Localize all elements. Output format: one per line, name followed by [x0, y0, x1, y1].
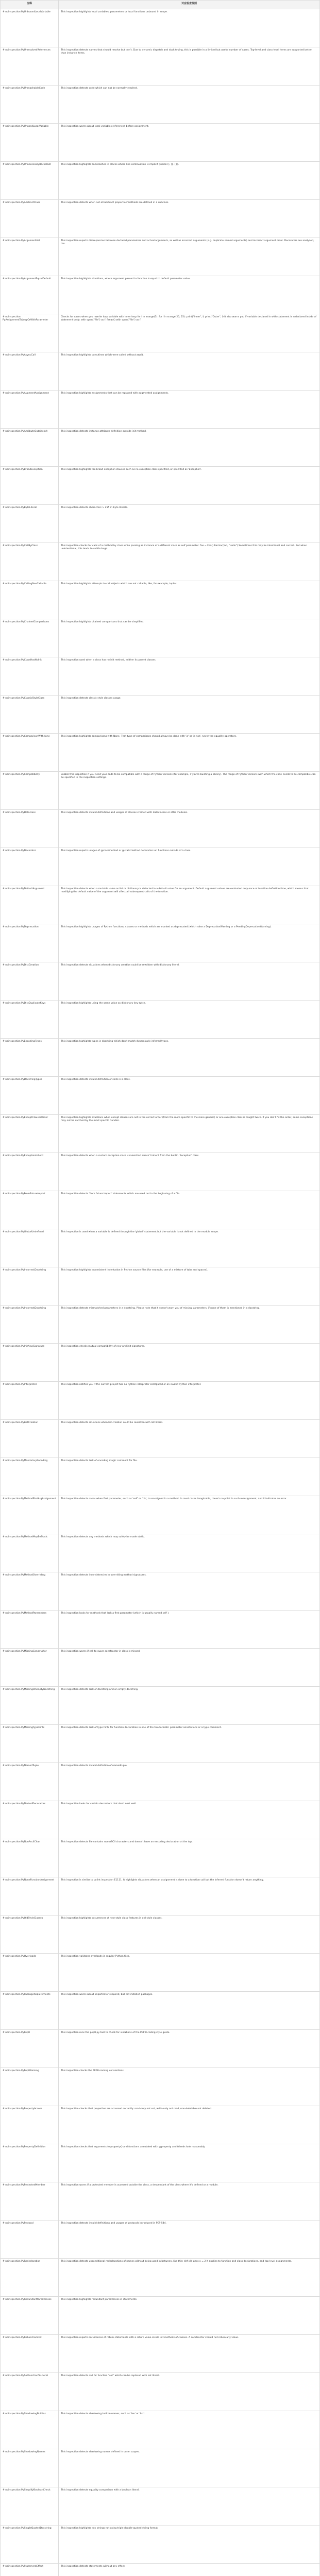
inspection-comment-cell: # noinspection PyAbstractClass	[1, 200, 59, 238]
inspection-description-cell: This inspection detects instance attribute definition outside init method.	[59, 429, 320, 467]
inspection-comment-cell: # noinspection PyShadowingBuiltins	[1, 2411, 59, 2449]
inspection-comment-cell: # noinspection PyOldStyleClasses	[1, 1916, 59, 1954]
inspection-comment-cell: # noinspection PyShadowingNames	[1, 2449, 59, 2487]
table-row	[1, 1115, 320, 1153]
table-row	[1, 2487, 320, 2526]
inspection-description-cell: This inspection detects any methods which may safely be made static.	[59, 1534, 320, 1572]
table-row	[1, 657, 320, 696]
table-row	[1, 1077, 320, 1115]
inspection-comment-cell: # noinspection PyListCreation	[1, 1420, 59, 1458]
table-row	[1, 1877, 320, 1916]
table-row	[1, 619, 320, 657]
column-header-rule: 对应检查规则	[59, 1, 320, 9]
table-body	[1, 9, 320, 2576]
inspection-description-cell: This inspection detects lack of docstring and an empty docstring.	[59, 1687, 320, 1725]
table-row	[1, 505, 320, 543]
table-row	[1, 2068, 320, 2106]
inspection-comment-cell: # noinspection PyClassicStyleClass	[1, 696, 59, 734]
table-row	[1, 2449, 320, 2487]
table-row	[1, 1191, 320, 1229]
inspection-description-cell: This inspection checks mutual compatibility of new and init signatures.	[59, 1344, 320, 1382]
inspection-comment-cell: # noinspection PyPep8	[1, 2030, 59, 2068]
inspection-description-cell: This inspection notifies you if the current project has no Python interpreter configured or an invalid Python interpreter.	[59, 1382, 320, 1420]
table-row	[1, 2526, 320, 2564]
inspection-description-cell: This inspection highlights using the same value as dictionary key twice.	[59, 1001, 320, 1039]
inspection-description-cell: This inspection highlights comparisons with None. That type of comparisons should always be done with 'is' or 'is not', never the equality operators.	[59, 734, 320, 772]
inspection-description-cell: This inspection highlights chained comparisons that can be simplified.	[59, 619, 320, 657]
table-row	[1, 47, 320, 86]
table-row	[1, 696, 320, 734]
table-row	[1, 1801, 320, 1839]
table-row	[1, 1229, 320, 1267]
inspection-description-cell: This inspection reports usages of @classmethod or @staticmethod decorators on functions outside of a class.	[59, 848, 320, 886]
inspection-comment-cell: # noinspection PyArgumentEqualDefault	[1, 276, 59, 314]
inspection-description-cell: This inspection warns if call to super constructor in class is missed.	[59, 1649, 320, 1687]
inspection-description-cell: This inspection detects names that should resolve but don't. Due to dynamic dispatch and duck typing, this is possible in a limited but useful number of cases. Top-level and class-level items are supported better than instance items.	[59, 47, 320, 86]
inspection-description-cell: This inspection highlights coroutines which were called without await.	[59, 352, 320, 391]
inspection-description-cell: This inspection highlights redundant parentheses in statements.	[59, 2297, 320, 2335]
inspection-comment-cell: # noinspection PyMethodParameters	[1, 1611, 59, 1649]
table-row	[1, 1916, 320, 1954]
inspection-comment-cell: # noinspection PyDeprecation	[1, 924, 59, 962]
table-row	[1, 543, 320, 581]
inspection-description-cell: This inspection looks for methods that lack a first parameter (which is usually named self ).	[59, 1611, 320, 1649]
inspection-comment-cell: # noinspection PyAssignmentToLoopOrWithParameter	[1, 314, 59, 352]
table-row	[1, 1725, 320, 1763]
inspection-comment-cell: # noinspection PyRedundantParentheses	[1, 2297, 59, 2335]
table-row	[1, 2030, 320, 2068]
inspection-comment-cell: # noinspection PyCallByClass	[1, 543, 59, 581]
inspection-description-cell: This inspection detects equality comparison with a boolean literal.	[59, 2487, 320, 2526]
inspection-description-cell: This inspection detects invalid definitions and usages of protocols introduced in PEP-544.	[59, 2221, 320, 2259]
inspection-description-cell: This inspection checks the PEP8 naming conventions.	[59, 2068, 320, 2106]
inspection-description-cell: This inspection highlights too broad exception clauses such as no exception class specified, or specified as 'Exception'.	[59, 467, 320, 505]
inspection-description-cell: This inspection highlights situations when except clauses are not in the correct order (from the more specific to the more generic) or one exception class is caught twice. If you don't fix the order, some exceptions may not be catched by the most specific handler.	[59, 1115, 320, 1153]
table-row	[1, 2297, 320, 2335]
inspection-comment-cell: # noinspection PyCompatibility	[1, 772, 59, 810]
inspection-description-cell: This inspection is used when a variable is defined through the 'global' statement but the variable is not defined in the module scope.	[59, 1229, 320, 1267]
inspection-comment-cell: # noinspection PyMandatoryEncoding	[1, 1458, 59, 1496]
inspection-comment-cell: # noinspection PyPropertyAccess	[1, 2106, 59, 2144]
table-row	[1, 1496, 320, 1534]
inspection-description-cell: This inspection detects shadowing built-in names, such as 'len' or 'list'.	[59, 2411, 320, 2449]
inspection-description-cell: This inspection highlights usages of Python functions, classes or methods which are marked as deprecated (which raise a DeprecationWarning or a PendingDeprecationWarning).	[59, 924, 320, 962]
table-row	[1, 9, 320, 47]
inspection-comment-cell: # noinspection PyPep8Naming	[1, 2068, 59, 2106]
inspection-comment-cell: # noinspection PyStatementEffect	[1, 2564, 59, 2576]
table-row	[1, 1001, 320, 1039]
table-row	[1, 1344, 320, 1382]
inspection-description-cell: This inspection checks that arguments to property() and functions annotated with @property and friends look reasonably.	[59, 2144, 320, 2182]
inspection-comment-cell: # noinspection PyAugmentAssignment	[1, 391, 59, 429]
inspection-comment-cell: # noinspection PyIncorrectDocstring	[1, 1267, 59, 1306]
inspection-comment-cell: # noinspection PyDictCreation	[1, 962, 59, 1001]
table-row	[1, 314, 320, 352]
table-row	[1, 1611, 320, 1649]
inspection-comment-cell: # noinspection PyMissingTypeHints	[1, 1725, 59, 1763]
inspection-comment-cell: # noinspection PyDataclass	[1, 810, 59, 848]
table-row	[1, 734, 320, 772]
inspection-description-cell: This inspection looks for certain decorators that don't nest well.	[59, 1801, 320, 1839]
inspection-comment-cell: # noinspection PyExceptionInherit	[1, 1153, 59, 1191]
table-row	[1, 2221, 320, 2259]
inspection-description-cell: This inspection is similar to pylint inspection E1111. It highlights situations when an assignment is done to a function call but the inferred function doesn't return anything.	[59, 1877, 320, 1916]
inspection-comment-cell: # noinspection PyFromFutureImport	[1, 1191, 59, 1229]
inspection-description-cell: This inspection detects mismatched parameters in a docstring. Please note that it doesn't warn you of missing parameters, if none of them is mentioned in a docstring.	[59, 1306, 320, 1344]
inspection-description-cell: This inspection detects cases when first parameter, such as 'self' or 'cls', is reassigned in a method. In most cases imaginable, there's no point in such reassignment, and it indicates an error.	[59, 1496, 320, 1534]
table-row	[1, 1306, 320, 1344]
inspection-comment-cell: # noinspection PyMissingOrEmptyDocstring	[1, 1687, 59, 1725]
inspection-description-cell: This inspection checks for calls of a method by class while passing an instance of a different class as self parameter: foo = Foo() Bar.bar(foo, "Hello") Sometimes this may be intentional and correct. But when unintentional, this leads to subtle bugs.	[59, 543, 320, 581]
inspection-comment-cell: # noinspection PyClassHasNoInit	[1, 657, 59, 696]
inspection-comment-cell: # noinspection PyCallingNonCallable	[1, 581, 59, 619]
table-row	[1, 848, 320, 886]
table-row	[1, 1763, 320, 1801]
table-row	[1, 1649, 320, 1687]
inspection-comment-cell: # noinspection PyRedeclaration	[1, 2259, 59, 2297]
table-row	[1, 924, 320, 962]
inspection-comment-cell: # noinspection PyMethodOverriding	[1, 1572, 59, 1611]
inspection-description-cell: This inspection reports discrepancies between declared parameters and actual arguments, as well as incorrect arguments (e.g. duplicate named arguments) and incorrect argument order. Decorators are analyzed, too.	[59, 238, 320, 276]
table-row	[1, 2564, 320, 2576]
inspection-description-cell: This inspection detects situations when list creation could be rewritten with list literal.	[59, 1420, 320, 1458]
table-row	[1, 2106, 320, 2144]
inspection-comment-cell: # noinspection PyNestedDecorators	[1, 1801, 59, 1839]
inspection-comment-cell: # noinspection PyInitNewSignature	[1, 1344, 59, 1382]
table-row	[1, 467, 320, 505]
table-row	[1, 429, 320, 467]
table-row	[1, 2182, 320, 2221]
table-row	[1, 772, 320, 810]
column-header-comment: 注释	[1, 1, 59, 9]
inspection-description-cell: Checks for cases when you rewrite loop variable with inner loop for i in xrange(5): for i in xrange(20, 25): print("Inner", i) print("Outer", i) It also warns you if variable declared in with statement is redeclared inside of statement body: with open("file") as f: f.read() with open("file") as f:	[59, 314, 320, 352]
inspection-description-cell: This inspection detects shadowing names defined in outer scopes.	[59, 2449, 320, 2487]
table-row	[1, 1153, 320, 1191]
inspection-comment-cell: # noinspection PyExceptClausesOrder	[1, 1115, 59, 1153]
table-row	[1, 581, 320, 619]
inspection-description-cell: This inspection validates overloads in regular Python files.	[59, 1954, 320, 1992]
table-row	[1, 276, 320, 314]
inspection-description-cell: This inspection highlights doc strings not using triple double-quoted string format.	[59, 2526, 320, 2564]
inspection-description-cell: This inspection detects lack of encoding magic comment for file.	[59, 1458, 320, 1496]
inspection-comment-cell: # noinspection PyAttributeOutsideInit	[1, 429, 59, 467]
table-row	[1, 1267, 320, 1306]
inspection-description-cell: This inspection detects call for function "set" which can be replaced with set literal.	[59, 2373, 320, 2411]
inspection-description-cell: This inspection detects invalid definition of slots in a class.	[59, 1077, 320, 1115]
inspection-description-cell: This inspection used when a class has no init method, neither its parent classes.	[59, 657, 320, 696]
inspection-comment-cell: # noinspection PyReturnFromInit	[1, 2335, 59, 2373]
inspection-comment-cell: # noinspection PyByteLiteral	[1, 505, 59, 543]
inspection-comment-cell: # noinspection PyOverloads	[1, 1954, 59, 1992]
inspection-description-cell: This inspection detects 'from future import' statements which are used not in the beginning of a file.	[59, 1191, 320, 1229]
inspection-comment-cell: # noinspection PyUnboundLocalVariable	[1, 9, 59, 47]
table-row	[1, 1839, 320, 1877]
inspection-description-cell: This inspection checks that properties are accessed correctly: read-only not set, write-only not read, non-deletable not deleted.	[59, 2106, 320, 2144]
table-row	[1, 962, 320, 1001]
inspection-comment-cell: # noinspection PyUnresolvedReferences	[1, 47, 59, 86]
inspection-description-cell: This inspection highlights backslashes in places where line continuation is implicit (inside (), [], {}).	[59, 162, 320, 200]
table-row	[1, 1992, 320, 2030]
inspection-description-cell: This inspection detects file contains non-ASCII characters and doesn't have an encoding declaration at the top.	[59, 1839, 320, 1877]
table-header-row	[1, 1, 320, 9]
table-row	[1, 1687, 320, 1725]
inspection-comment-cell: # noinspection PySingleQuotedDocstring	[1, 2526, 59, 2564]
table-row	[1, 1458, 320, 1496]
inspection-comment-cell: # noinspection PyEncodingTypes	[1, 1039, 59, 1077]
inspection-description-cell: This inspection detects lack of type hints for function declaration in one of the two formats: parameter annotations or a type comment.	[59, 1725, 320, 1763]
inspection-comment-cell: # noinspection PyDefaultArgument	[1, 886, 59, 924]
table-row	[1, 2259, 320, 2297]
inspection-comment-cell: # noinspection PyAsyncCall	[1, 352, 59, 391]
table-row	[1, 2144, 320, 2182]
inspection-description-cell: This inspection detects characters > 255 in byte literals.	[59, 505, 320, 543]
table-row	[1, 886, 320, 924]
inspection-comment-cell: # noinspection PyDocstringTypes	[1, 1077, 59, 1115]
inspection-description-cell: This inspection detects classic style classes usage.	[59, 696, 320, 734]
table-row	[1, 2335, 320, 2373]
inspection-comment-cell: # noinspection PyUnnecessaryBackslash	[1, 162, 59, 200]
inspection-description-cell: This inspection detects statements without any effect.	[59, 2564, 320, 2576]
table-row	[1, 1039, 320, 1077]
inspection-description-cell: This inspection warns if a protected member is accessed outside the class, a descendant of the class where it's defined or a module.	[59, 2182, 320, 2221]
inspection-comment-cell: # noinspection PyGlobalUndefined	[1, 1229, 59, 1267]
table-row	[1, 2411, 320, 2449]
inspection-description-cell: This inspection warns about local variables referenced before assignment.	[59, 124, 320, 162]
inspection-comment-cell: # noinspection PySetFunctionToLiteral	[1, 2373, 59, 2411]
table-row	[1, 1534, 320, 1572]
table-row	[1, 200, 320, 238]
inspection-description-cell: This inspection detects when not all abstract properties/methods are defined in a subclass.	[59, 200, 320, 238]
inspection-description-cell: This inspection detects when a custom exception class is raised but doesn't inherit from the builtin 'Exception' class.	[59, 1153, 320, 1191]
table-row	[1, 1954, 320, 1992]
inspection-comment-cell: # noinspection PyDictDuplicateKeys	[1, 1001, 59, 1039]
inspection-description-cell: Enable this inspection if you need your code to be compatible with a range of Python versions (for example, if you're building a library). The range of Python versions with which the code needs to be compatible can be specified in the inspection settings.	[59, 772, 320, 810]
table-row	[1, 2373, 320, 2411]
inspection-comment-cell: # noinspection PyBroadException	[1, 467, 59, 505]
inspection-comment-cell: # noinspection PyNamedTuple	[1, 1763, 59, 1801]
inspection-description-cell: This inspection detects invalid definitions and usages of classes created with dataclasses or attrs modules.	[59, 810, 320, 848]
inspection-comment-cell: # noinspection PyChainedComparisons	[1, 619, 59, 657]
inspection-description-cell: This inspection runs the pep8.py tool to check for violations of the PEP 8 coding style guide.	[59, 2030, 320, 2068]
inspection-comment-cell: # noinspection PyProtocol	[1, 2221, 59, 2259]
table-row	[1, 162, 320, 200]
table-row	[1, 352, 320, 391]
table-row	[1, 86, 320, 124]
table-row	[1, 391, 320, 429]
inspection-comment-cell: # noinspection PyInterpreter	[1, 1382, 59, 1420]
inspection-description-cell: This inspection highlights assignments that can be replaced with augmented assignments.	[59, 391, 320, 429]
inspection-comment-cell: # noinspection PySimplifyBooleanCheck	[1, 2487, 59, 2526]
inspection-description-cell: This inspection highlights attempts to call objects which are not callable, like, for example, tuples.	[59, 581, 320, 619]
inspection-comment-cell: # noinspection PyArgumentList	[1, 238, 59, 276]
inspection-comment-cell: # noinspection PyNonAsciiChar	[1, 1839, 59, 1877]
inspection-description-cell: This inspection highlights occurrences of new-style class features in old-style classes.	[59, 1916, 320, 1954]
inspection-comment-cell: # noinspection PyNoneFunctionAssignment	[1, 1877, 59, 1916]
inspection-description-cell: This inspection warns about imported or required, but not installed packages.	[59, 1992, 320, 2030]
table-row	[1, 1420, 320, 1458]
inspection-comment-cell: # noinspection PyIncorrectDocstring	[1, 1306, 59, 1344]
inspection-description-cell: This inspection highlights situations, where argument passed to function is equal to default parameter value.	[59, 276, 320, 314]
inspection-description-cell: This inspection detects when a mutable value as list or dictionary is detected in a default value for an argument. Default argument values are evaluated only once at function definition time, which means that modifying the default value of the argument will affect all subsequent calls of the function.	[59, 886, 320, 924]
inspection-comment-cell: # noinspection PyMissingConstructor	[1, 1649, 59, 1687]
inspection-comment-cell: # noinspection PyUnreachableCode	[1, 86, 59, 124]
inspection-comment-cell: # noinspection PyDecorator	[1, 848, 59, 886]
table-row	[1, 810, 320, 848]
inspection-comment-cell: # noinspection PyProtectedMember	[1, 2182, 59, 2221]
inspection-comment-cell: # noinspection PyComparisonWithNone	[1, 734, 59, 772]
table-row	[1, 1572, 320, 1611]
inspection-comment-cell: # noinspection PyMethodFirstArgAssignment	[1, 1496, 59, 1534]
inspection-comment-cell: # noinspection PyMethodMayBeStatic	[1, 1534, 59, 1572]
inspection-comment-cell: # noinspection PyPackageRequirements	[1, 1992, 59, 2030]
table-row	[1, 1382, 320, 1420]
inspection-description-cell: This inspection detects code which can not be normally reached.	[59, 86, 320, 124]
inspection-comment-cell: # noinspection PyUnusedLocalVariable	[1, 124, 59, 162]
inspection-description-cell: This inspection highlights inconsistent indentation in Python source files (for example, use of a mixture of tabs and spaces).	[59, 1267, 320, 1306]
inspection-description-cell: This inspection highlights local variables, parameters or local functions unbound in scope.	[59, 9, 320, 47]
inspection-description-cell: This inspection detects situations when dictionary creation could be rewritten with dictionary literal.	[59, 962, 320, 1001]
inspection-comment-cell: # noinspection PyPropertyDefinition	[1, 2144, 59, 2182]
inspection-description-cell: This inspection detects invalid definition of namedtuple.	[59, 1763, 320, 1801]
inspection-description-cell: This inspection reports occurrences of return statements with a return value inside init methods of classes. A constructor should not return any value.	[59, 2335, 320, 2373]
table-row	[1, 124, 320, 162]
inspection-description-cell: This inspection detects unconditional redeclarations of names without being used in between, like this: def x(): pass x = 2 It applies to function and class declarations, and top-level assignments.	[59, 2259, 320, 2297]
table-row	[1, 238, 320, 276]
inspection-description-cell: This inspection detects inconsistencies in overriding method signatures.	[59, 1572, 320, 1611]
inspection-description-cell: This inspection highlights types in docstring which don't match dynamically inferred types.	[59, 1039, 320, 1077]
